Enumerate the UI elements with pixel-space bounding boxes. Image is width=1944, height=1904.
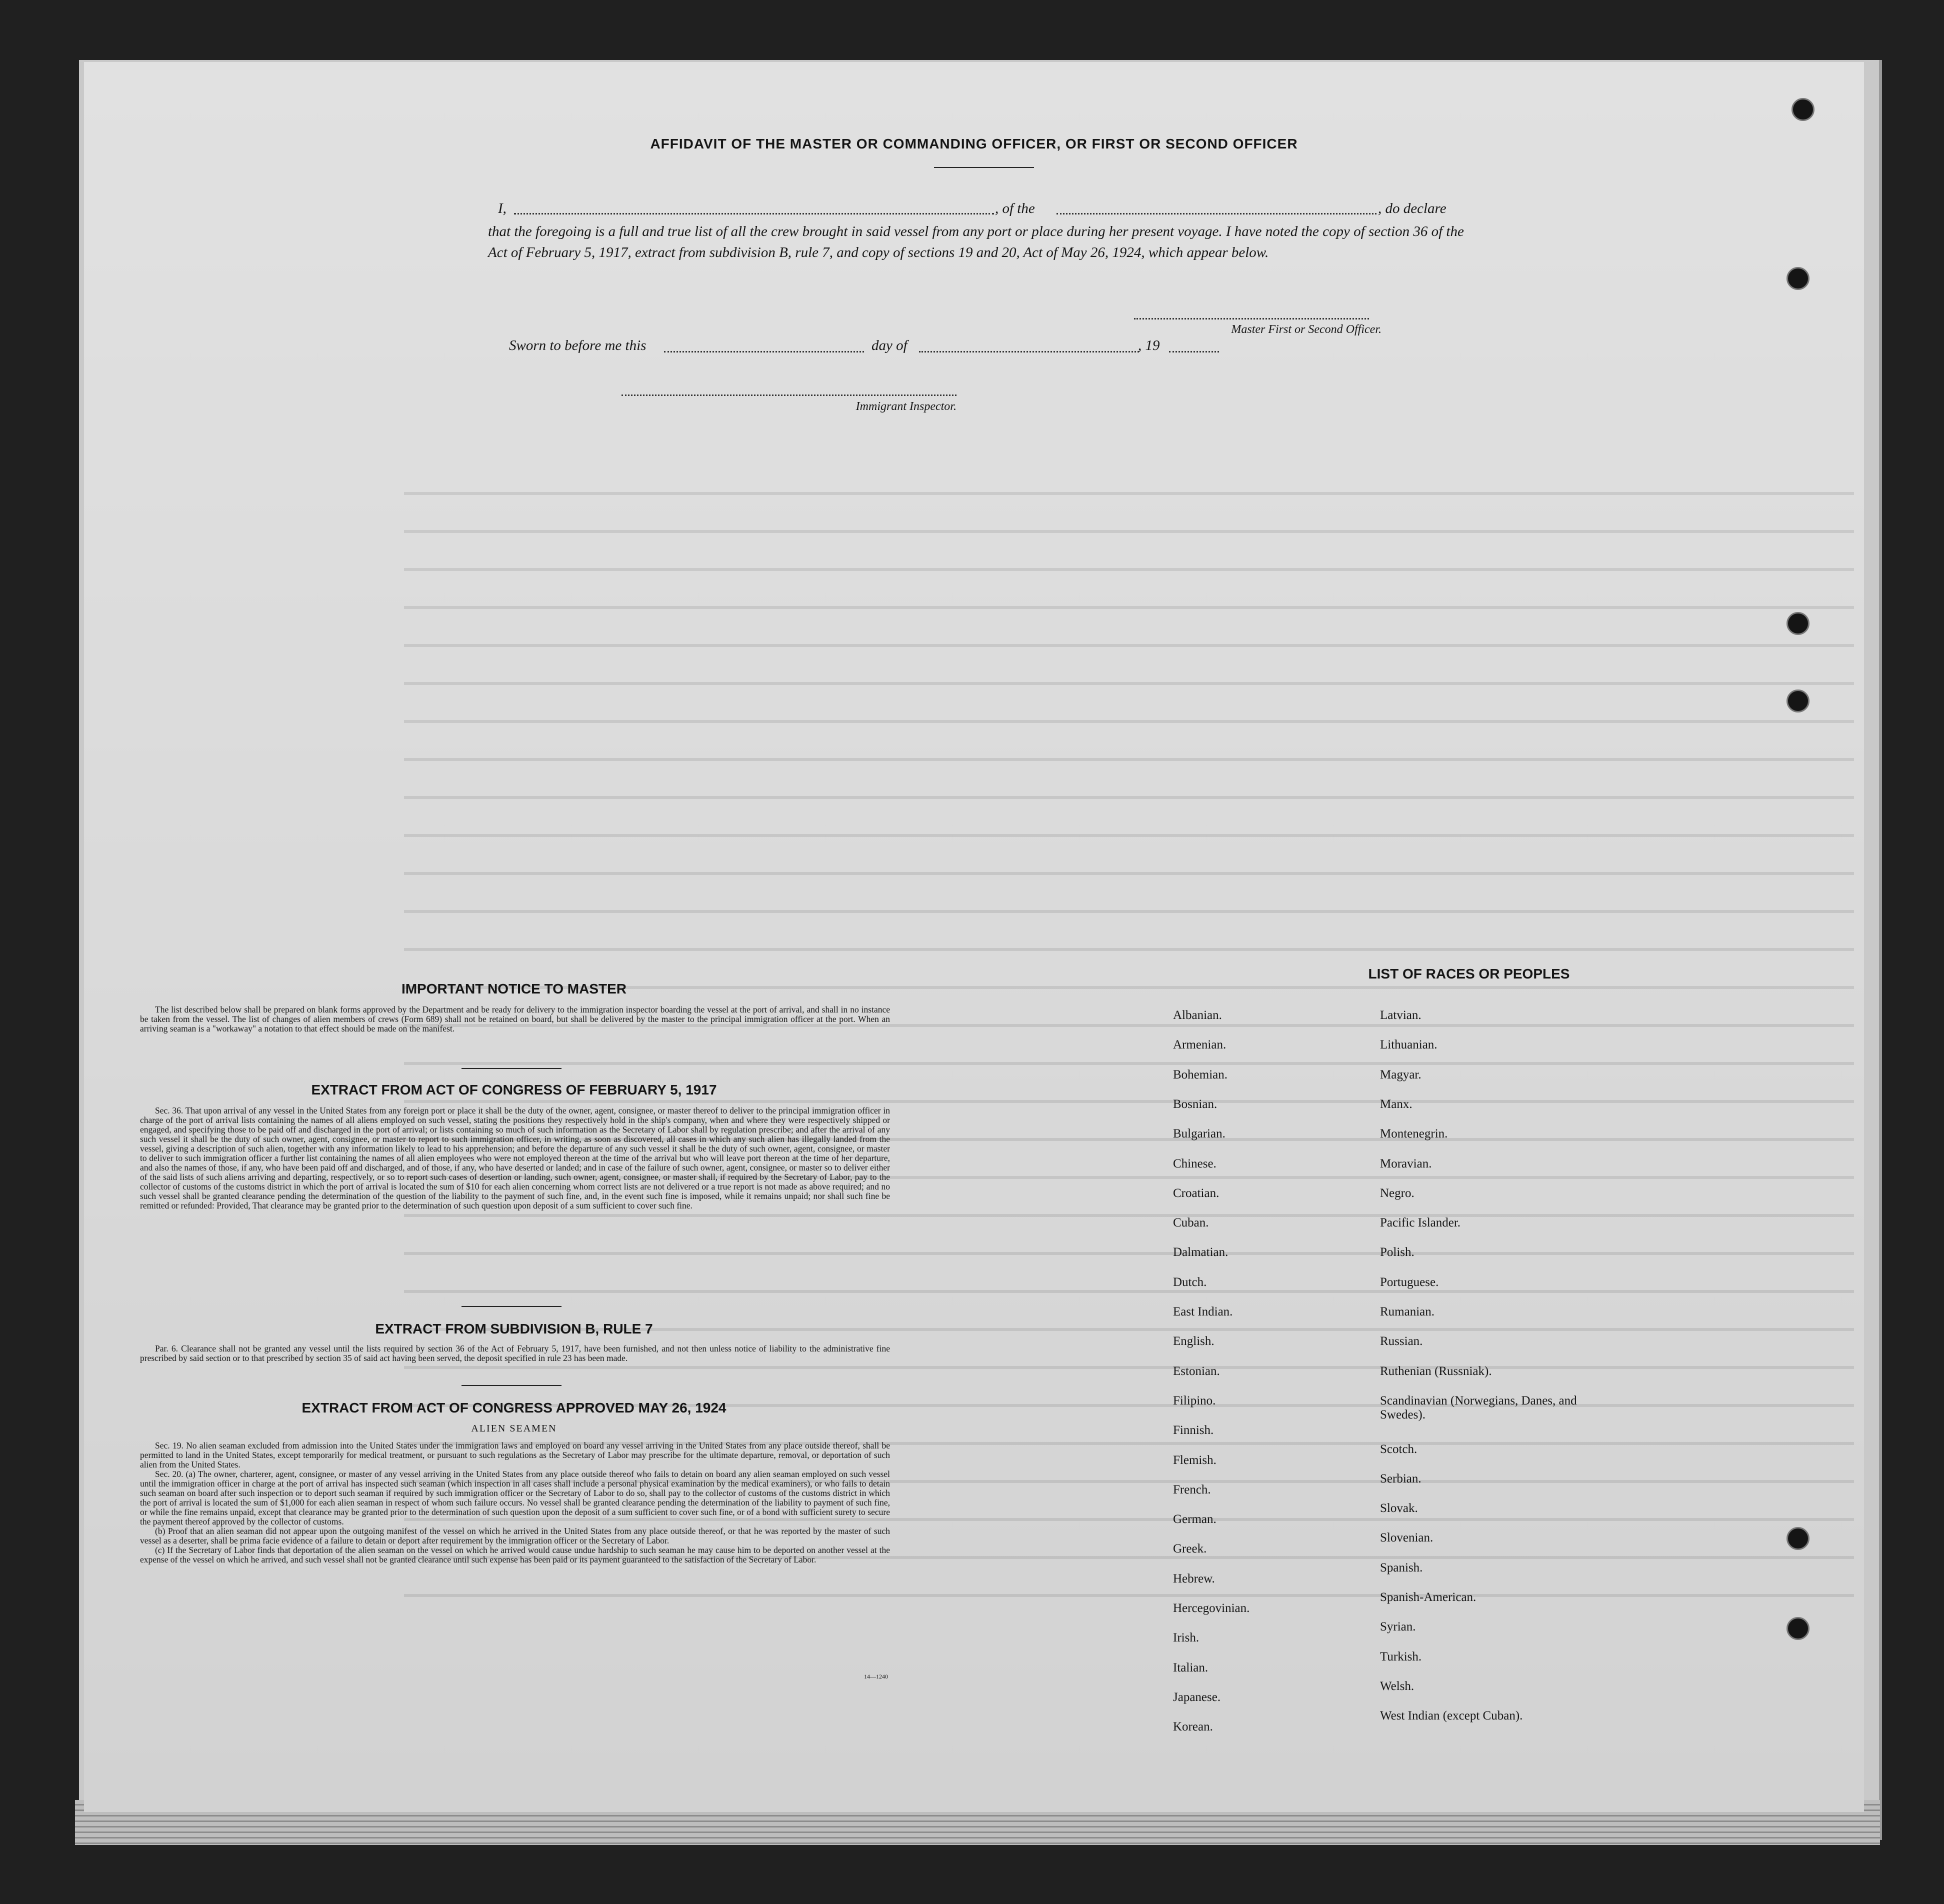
bleed-through-row: [404, 568, 1854, 571]
punch-hole: [1786, 1617, 1810, 1640]
race-item: Greek.: [1173, 1542, 1207, 1556]
race-item: Korean.: [1173, 1720, 1213, 1734]
bleed-through-row: [404, 1100, 1854, 1103]
races-title: LIST OF RACES OR PEOPLES: [1368, 966, 1570, 982]
race-item: Croatian.: [1173, 1186, 1220, 1200]
race-item: Ruthenian (Russniak).: [1380, 1364, 1492, 1378]
divider: [934, 167, 1034, 168]
race-item: Lithuanian.: [1380, 1038, 1438, 1052]
race-item: Bohemian.: [1173, 1068, 1228, 1082]
race-item: Cuban.: [1173, 1216, 1209, 1230]
bleed-through-row: [404, 530, 1854, 533]
bleed-through-row: [404, 1366, 1854, 1369]
affidavit-declare-label: , do declare: [1378, 200, 1446, 216]
race-item: Turkish.: [1380, 1650, 1422, 1664]
race-item: Welsh.: [1380, 1679, 1414, 1693]
manifest-page: [84, 62, 1864, 1812]
extract-rule7-title: EXTRACT FROM SUBDIVISION B, RULE 7: [375, 1321, 653, 1336]
affidavit-i-label: I,: [498, 200, 506, 216]
race-item: Slovak.: [1380, 1502, 1418, 1516]
bleed-through-row: [404, 796, 1854, 799]
race-item: Albanian.: [1173, 1008, 1222, 1022]
affidavit-of-the-label: , of the: [995, 200, 1035, 216]
divider: [462, 1306, 562, 1307]
bleed-through-row: [404, 1062, 1854, 1065]
notice-body: The list described below shall be prepared on blank forms approved by the Department and be ready for delivery to the immigration inspector boarding the vessel at the port of arrival, and shall in no instance be taken from the vessel. The list of changes of alien members of crews (Form 689) shall not be retained on board, but shall be delivered by the master to the principal immigration officer at the port. When an arriving seaman is a "workaway" a notation to that effect should be made on the manifest.: [140, 1004, 890, 1034]
race-item: Pacific Islander.: [1380, 1216, 1461, 1230]
bleed-through-row: [404, 834, 1854, 837]
race-item: Flemish.: [1173, 1453, 1216, 1467]
punch-hole: [1792, 98, 1814, 121]
vessel-field[interactable]: [1056, 213, 1376, 214]
section-20a: Sec. 20. (a) The owner, charterer, agent, consignee, or master of any vessel arriving in the United States from any place outside thereof who fails to detain on board any alien seaman employed on such vessel until the immigration officer in charge at the port of arrival has inspected such seaman (which inspection in all cases shall include a personal physical examination by the medical examiners), or who fails to detain such seaman on board after such inspection or to deport such seaman if required by such immigration officer or the Secretary of Labor to do so, shall pay to the collector of customs of the customs district in which the port of arrival is located the sum of $1,000 for each alien seaman in respect of whom such failure occurs. No vessel shall be granted clearance pending the determination of the liability to payment of such fine, or while the fine remains unpaid, except that clearance may be granted prior to the determination of such question upon the deposit of a sum sufficient to cover such fine, or of a bond with sufficient surety to secure the payment thereof approved by the collector of customs.: [140, 1469, 890, 1526]
bleed-through-row: [404, 720, 1854, 723]
bleed-through-row: [404, 606, 1854, 609]
race-item: Portuguese.: [1380, 1275, 1439, 1289]
name-field[interactable]: [514, 213, 994, 214]
race-item: Chinese.: [1173, 1156, 1216, 1170]
extract-1917-body: Sec. 36. That upon arrival of any vessel in the United States from any foreign port or place it shall be the duty of the owner, agent, consignee, or master thereof to deliver to the principal immigration officer in charge of the port of arrival lists containing the names of all aliens employed on such vessel, stating the positions they respectively hold in the ship's company, when and where they were respectively shipped or engaged, and specifying those to be paid off and discharged in the port of arrival; or lists containing so much of such information as the Secretary of Labor shall by regulation prescribe; and after the arrival of any such vessel it shall be the duty of such owner, agent, consignee, or master to report to such immigration officer, in writing, as soon as discovered, all cases in which any such alien has illegally landed from the vessel, giving a description of such alien, together with any information likely to lead to his apprehension; and before the departure of any such vessel it shall be the duty of such owner, agent, consignee, or master to deliver to such immigration officer a further list containing the names of all alien employees who were not employed thereon at the time of the arrival but who will leave port thereon at the time of her departure, and also the names of those, if any, who have been paid off and discharged, and of those, if any, who have deserted or landed; and in case of the failure of such owner, agent, consignee, or master so to deliver either of the said lists of such aliens arriving and departing, respectively, or so to report such cases of desertion or landing, such owner, agent, consignee, or master shall, if required by the Secretary of Labor, pay to the collector of customs of the customs district in which the port of arrival is located the sum of $10 for each alien concerning whom correct lists are not delivered or a true report is not made as above required; and no such vessel shall be granted clearance pending the determination of the question of the liability to the payment of such fine, and, in the event such fine is imposed, while it remains unpaid; nor shall such fine be remitted or refunded: Provided, That clearance may be granted prior to the determination of such question upon deposit of a sum sufficient to cover such fine.: [140, 1106, 890, 1210]
sworn-month-field[interactable]: [919, 351, 1139, 352]
race-item: East Indian.: [1173, 1305, 1233, 1318]
extract-1917-title: EXTRACT FROM ACT OF CONGRESS OF FEBRUARY 5, 1917: [311, 1082, 717, 1098]
race-item: Italian.: [1173, 1660, 1208, 1674]
punch-hole: [1786, 1527, 1810, 1550]
notice-title: IMPORTANT NOTICE TO MASTER: [401, 981, 627, 996]
race-item: Montenegrin.: [1380, 1127, 1448, 1141]
race-item: Magyar.: [1380, 1068, 1422, 1082]
affidavit-body: that the foregoing is a full and true list of all the crew brought in said vessel from any port or place during her present voyage. I have noted the copy of section 36 of the Act of February 5, 1917, extract from subdivision B, rule 7, and copy of sections 19 and 20, Act of May 26, 1924, which appear below.: [488, 224, 1464, 260]
section-20c: (c) If the Secretary of Labor finds that deportation of the alien seaman on the vessel on which he arrived would cause undue hardship to such seaman he may cause him to be deported on another vessel at the expense of the vessel on which he arrived, and such vessel shall not be granted clearance until such expense has been paid or its payment guaranteed to the satisfaction of the Secretary of Labor.: [140, 1545, 890, 1564]
race-item: Syrian.: [1380, 1620, 1416, 1634]
race-item: Rumanian.: [1380, 1305, 1435, 1318]
race-item: Serbian.: [1380, 1472, 1422, 1486]
bleed-through-row: [404, 492, 1854, 495]
master-signature-label: Master First or Second Officer.: [1231, 323, 1382, 336]
extract-1924-body: [140, 1441, 890, 1564]
bleed-through-row: [404, 1290, 1854, 1293]
race-item: West Indian (except Cuban).: [1380, 1709, 1523, 1723]
bleed-through-row: [404, 682, 1854, 685]
race-item: Scotch.: [1380, 1442, 1418, 1456]
race-item: Manx.: [1380, 1097, 1412, 1111]
punch-hole: [1786, 690, 1810, 712]
section-19: Sec. 19. No alien seaman excluded from admission into the United States under the immigration laws and employed on board any vessel arriving in the United States from any place outside thereof, shall be permitted to land in the United States, except temporarily for medical treatment, or pursuant to such regulations as the Secretary of Labor may prescribe for the ultimate departure, removal, or deportation of such alien from the United States.: [140, 1440, 890, 1470]
bleed-through-row: [404, 1594, 1854, 1597]
race-item: Dutch.: [1173, 1275, 1207, 1289]
divider: [462, 1068, 562, 1069]
race-item: Dalmatian.: [1173, 1246, 1228, 1260]
race-item: Polish.: [1380, 1246, 1414, 1260]
year-prefix-label: , 19: [1138, 338, 1160, 354]
race-item: Filipino.: [1173, 1394, 1216, 1408]
race-item: Scandinavian (Norwegians, Danes, and Swedes).: [1380, 1394, 1577, 1422]
bleed-through-row: [404, 758, 1854, 761]
race-item: Hebrew.: [1173, 1572, 1215, 1586]
bleed-through-row: [404, 910, 1854, 913]
bleed-through-row: [404, 948, 1854, 951]
bleed-through-row: [404, 644, 1854, 647]
divider: [462, 1385, 562, 1386]
race-item: Armenian.: [1173, 1038, 1226, 1052]
race-item: Hercegovinian.: [1173, 1602, 1250, 1615]
punch-hole: [1786, 267, 1810, 290]
race-item: Bosnian.: [1173, 1097, 1218, 1111]
sworn-label: Sworn to before me this: [509, 338, 646, 354]
punch-hole: [1786, 612, 1810, 635]
bleed-through-row: [404, 872, 1854, 875]
race-item: French.: [1173, 1482, 1211, 1496]
inspector-label: Immigrant Inspector.: [856, 400, 956, 413]
race-item: Slovenian.: [1380, 1531, 1434, 1545]
sworn-year-field[interactable]: [1169, 351, 1219, 352]
race-item: Irish.: [1173, 1631, 1200, 1645]
race-item: Negro.: [1380, 1186, 1414, 1200]
extract-1924-subtitle: ALIEN SEAMEN: [471, 1423, 557, 1434]
race-item: Moravian.: [1380, 1156, 1432, 1170]
extract-rule7-body: Par. 6. Clearance shall not be granted any vessel until the lists required by section 36 of the Act of February 5, 1917, have been furnished, and not then unless notice of liability to the administrative fine prescribed by said section or to that prescribed by section 35 of said act having been served, the deposit specified in rule 23 has been made.: [140, 1344, 890, 1363]
race-item: Russian.: [1380, 1334, 1423, 1348]
form-number: 14—1240: [864, 1673, 888, 1680]
bleed-through-row: [404, 1214, 1854, 1217]
race-item: Bulgarian.: [1173, 1127, 1226, 1141]
section-20b: (b) Proof that an alien seaman did not appear upon the outgoing manifest of the vessel on which he arrived in the United States from any place outside thereof, or that he was reported by the master of such vessel as a deserter, shall be prima facie evidence of a failure to detain or deport after requirement by the immigration officer or the Secretary of Labor.: [140, 1526, 890, 1546]
race-item: Spanish.: [1380, 1560, 1423, 1574]
race-item: Estonian.: [1173, 1364, 1220, 1378]
race-item: English.: [1173, 1334, 1214, 1348]
race-item: Japanese.: [1173, 1690, 1221, 1704]
race-item: Finnish.: [1173, 1424, 1214, 1438]
race-item: German.: [1173, 1512, 1216, 1526]
extract-1924-title: EXTRACT FROM ACT OF CONGRESS APPROVED MAY 26, 1924: [302, 1400, 726, 1416]
sworn-day-field[interactable]: [664, 351, 864, 352]
race-item: Spanish-American.: [1380, 1590, 1476, 1604]
race-item: Latvian.: [1380, 1008, 1422, 1022]
day-of-label: day of: [872, 338, 908, 354]
bleed-through-row: [404, 1252, 1854, 1255]
affidavit-title: AFFIDAVIT OF THE MASTER OR COMMANDING OFFICER, OR FIRST OR SECOND OFFICER: [650, 136, 1298, 152]
